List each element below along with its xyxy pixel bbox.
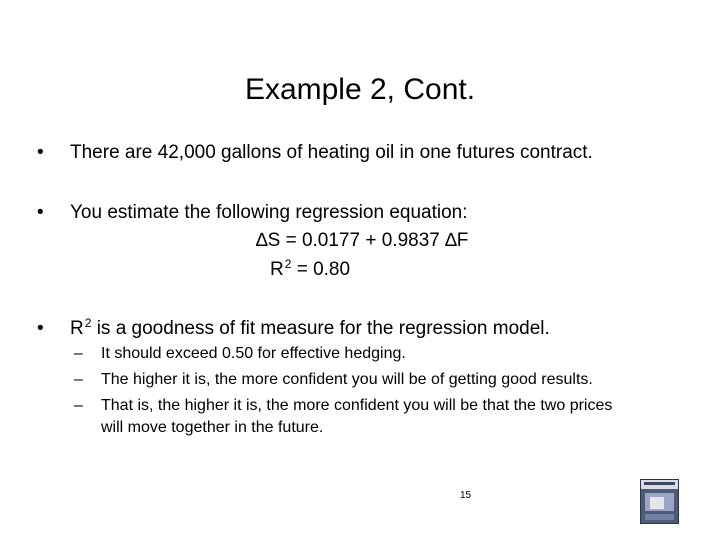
book-cover-icon [640,479,679,524]
bullet-dot: • [37,202,44,223]
bullet-2-text: You estimate the following regression equation: [70,202,468,223]
page-number: 15 [460,490,472,501]
book-cover-title-bar [644,482,675,485]
bullet-dot: • [37,142,44,163]
book-cover-band [641,480,678,489]
regression-equation: ∆S = 0.0177 + 0.9837 ∆F [256,230,469,251]
r-squared-rest: = 0.80 [291,259,351,280]
bullet-3-base: R [70,318,84,339]
r-squared-exponent: 2 [284,257,292,271]
sub-bullet-dash: – [74,371,83,388]
bullet-3-text [70,317,550,341]
book-cover-footer [645,514,674,520]
slide-title: Example 2, Cont. [244,73,476,106]
r-squared-value [270,258,350,282]
sub-bullet-dash: – [74,397,83,414]
bullet-3-rest: is a goodness of fit measure for the regression model. [91,318,550,339]
book-cover-image-highlight [650,497,664,509]
sub-bullet-2-text: The higher it is, the more confident you will be of getting good results. [101,371,593,388]
sub-bullet-3-text: That is, the higher it is, the more confident you will be that the two prices [101,397,613,414]
bullet-1-text: There are 42,000 gallons of heating oil in one futures contract. [70,142,593,163]
bullet-3-exponent: 2 [84,316,92,330]
sub-bullet-dash: – [74,345,83,362]
sub-bullet-3-continuation: will move together in the future. [101,419,324,436]
r-squared-base: R [270,259,284,280]
sub-bullet-1-text: It should exceed 0.50 for effective hedging. [101,345,406,362]
bullet-dot: • [37,318,44,339]
